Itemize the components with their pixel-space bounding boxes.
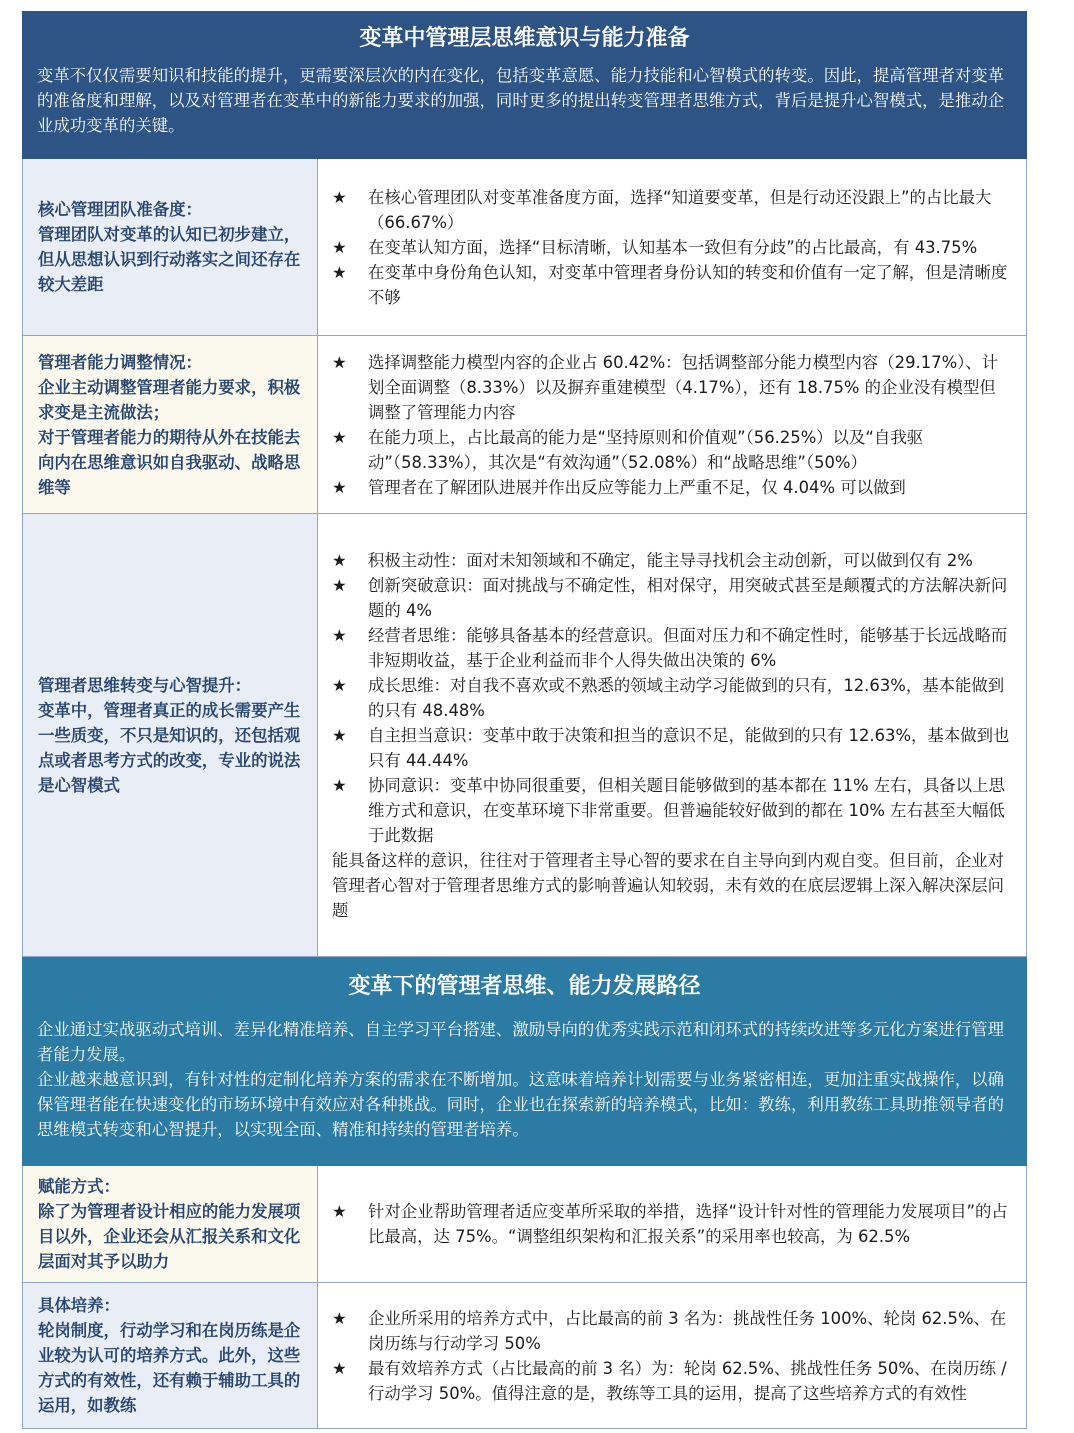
row-label: [23, 1283, 318, 1428]
row-label: [23, 159, 318, 335]
section2-header: [22, 957, 1027, 1166]
row-label: [23, 1166, 318, 1282]
star-icon: ★: [332, 427, 347, 447]
star-icon: ★: [332, 775, 347, 795]
section2-intro: [22, 1017, 1027, 1154]
list-item: ★ 经营者思维：能够具备基本的经营意识。但面对压力和不确定性时，能够基于长远战略而非短期收益，基于企业利益而非个人得失做出决策的 6%: [332, 623, 1012, 673]
table-row: [22, 159, 1027, 336]
star-icon: ★: [332, 352, 347, 372]
section1-header: [22, 11, 1027, 159]
row-label-desc: 管理团队对变革的认知已初步建立，但从思想认识到行动落实之间还存在较大差距: [38, 225, 301, 294]
list-item: ★ 企业所采用的培养方式中，占比最高的前 3 名为：挑战性任务 100%、轮岗 62.5%、在岗历练与行动学习 50%: [332, 1306, 1012, 1356]
list-item: ★ 在核心管理团队对变革准备度方面，选择“知道要变革，但是行动还没跟上”的占比最大（66.67%）: [332, 185, 1012, 235]
row-content: [318, 336, 1026, 513]
table-row: [22, 514, 1027, 957]
list-item: ★ 积极主动性：面对未知领域和不确定，能主导寻找机会主动创新，可以做到仅有 2%: [332, 548, 1012, 573]
section2-intro-paragraph: 企业通过实战驱动式培训、差异化精准培养、自主学习平台搭建、激励导向的优秀实践示范和闭环式的持续改进等多元化方案进行管理者能力发展。: [37, 1020, 1005, 1064]
row-label-desc: 轮岗制度，行动学习和在岗历练是企业较为认可的培养方式。此外，这些方式的有效性，还有赖于辅助工具的运用，如教练: [38, 1321, 301, 1415]
row-content: [318, 514, 1026, 956]
star-icon: ★: [332, 675, 347, 695]
row-note: 能具备这样的意识，往往对于管理者主导心智的要求在自主导向到内观自变。但目前，企业对管理者心智对于管理者思维方式的影响普遍认知较弱，未有效的在底层逻辑上深入解决深层问题: [332, 850, 1005, 920]
star-icon: ★: [332, 625, 347, 645]
list-item: ★ 选择调整能力模型内容的企业占 60.42%：包括调整部分能力模型内容（29.17%）、计划全面调整（8.33%）以及摒弃重建模型（4.17%），还有 18.75% 的企业没有模型但调整了管理能力内容: [332, 350, 1012, 425]
list-item: ★ 在变革中身份角色认知，对变革中管理者身份认知的转变和价值有一定了解，但是清晰度不够: [332, 260, 1012, 310]
star-icon: ★: [332, 1202, 347, 1221]
row-label-title: 管理者能力调整情况：: [38, 352, 202, 372]
row-content: [318, 159, 1026, 335]
row-label-title: 赋能方式：: [38, 1177, 120, 1196]
row-label: [23, 336, 318, 513]
star-icon: ★: [332, 1358, 347, 1378]
star-icon: ★: [332, 1308, 347, 1328]
list-item: ★ 在变革认知方面，选择“目标清晰，认知基本一致但有分歧”的占比最高，有 43.75%: [332, 235, 1012, 260]
row-content: [318, 1283, 1026, 1428]
star-icon: ★: [332, 262, 347, 282]
row-label-desc: 变革中，管理者真正的成长需要产生一些质变，不只是知识的，还包括观点或者思考方式的改变，专业的说法是心智模式: [38, 700, 301, 795]
table-row: [22, 1166, 1027, 1283]
list-item: ★ 针对企业帮助管理者适应变革所采取的举措，选择“设计针对性的管理能力发展项目”的占比最高，达 75%。“调整组织架构和汇报关系”的采用率也较高，为 62.5%: [332, 1199, 1012, 1249]
row-label-title: 核心管理团队准备度：: [38, 200, 202, 219]
row-label-title: 管理者思维转变与心智提升：: [38, 675, 252, 695]
row-label-desc: 企业主动调整管理者能力要求，积极求变是主流做法；: [38, 377, 301, 422]
list-item: ★ 成长思维：对自我不喜欢或不熟悉的领域主动学习能做到的只有，12.63%，基本能做到的只有 48.48%: [332, 673, 1012, 723]
list-item: ★ 自主担当意识：变革中敢于决策和担当的意识不足，能做到的只有 12.63%，基本做到也只有 44.44%: [332, 723, 1012, 773]
row-label-title: 具体培养：: [38, 1296, 120, 1315]
list-item: ★ 创新突破意识：面对挑战与不确定性，相对保守，用突破式甚至是颠覆式的方法解决新问题的 4%: [332, 573, 1012, 623]
section1-intro: 变革不仅仅需要知识和技能的提升，更需要深层次的内在变化，包括变革意愿、能力技能和心智模式的转变。因此，提高管理者对变革的准备度和理解，以及对管理者在变革中的新能力要求的加强，同时更多的提出转变管理者思维方式，背后是提升心智模式，是推动企业成功变革的关键。: [37, 66, 1005, 135]
list-item: ★ 最有效培养方式（占比最高的前 3 名）为：轮岗 62.5%、挑战性任务 50%、在岗历练 / 行动学习 50%。值得注意的是，教练等工具的运用，提高了这些培养方式的有效性: [332, 1356, 1012, 1406]
section1-title: 变革中管理层思维意识与能力准备: [359, 26, 690, 51]
list-item: ★ 管理者在了解团队进展并作出反应等能力上严重不足，仅 4.04% 可以做到: [332, 475, 1012, 500]
table-row: [22, 336, 1027, 514]
row-label: [23, 514, 318, 956]
star-icon: ★: [332, 575, 347, 595]
row-label-desc: 除了为管理者设计相应的能力发展项目以外，企业还会从汇报关系和文化层面对其予以助力: [38, 1202, 301, 1271]
row-content: [318, 1166, 1026, 1282]
star-icon: ★: [332, 477, 347, 497]
section2-intro-paragraph: 企业越来越意识到，有针对性的定制化培养方案的需求在不断增加。这意味着培养计划需要与业务紧密相连，更加注重实战操作，以确保管理者能在快速变化的市场环境中有效应对各种挑战。同时，企业也在探索新的培养模式，比如：教练，利用教练工具助推领导者的思维模式转变和心智提升，以实现全面、精准和持续的管理者培养。: [37, 1070, 1005, 1139]
star-icon: ★: [332, 237, 347, 257]
list-item: ★ 协同意识：变革中协同很重要，但相关题目能够做到的基本都在 11% 左右，具备以上思维方式和意识，在变革环境下非常重要。但普遍能较好做到的都在 10% 左右甚至大幅低于此数据: [332, 773, 1012, 848]
star-icon: ★: [332, 550, 347, 570]
table-row: [22, 1283, 1027, 1429]
page: [22, 11, 1027, 1429]
star-icon: ★: [332, 725, 347, 745]
list-item: ★ 在能力项上，占比最高的能力是“坚持原则和价值观”（56.25%）以及“自我驱动”（58.33%），其次是“有效沟通”（52.08%）和“战略思维”（50%）: [332, 425, 1012, 475]
row-label-desc: 对于管理者能力的期待从外在技能去向内在思维意识如自我驱动、战略思维等: [38, 427, 301, 497]
star-icon: ★: [332, 187, 347, 207]
section2-title: 变革下的管理者思维、能力发展路径: [348, 974, 701, 999]
